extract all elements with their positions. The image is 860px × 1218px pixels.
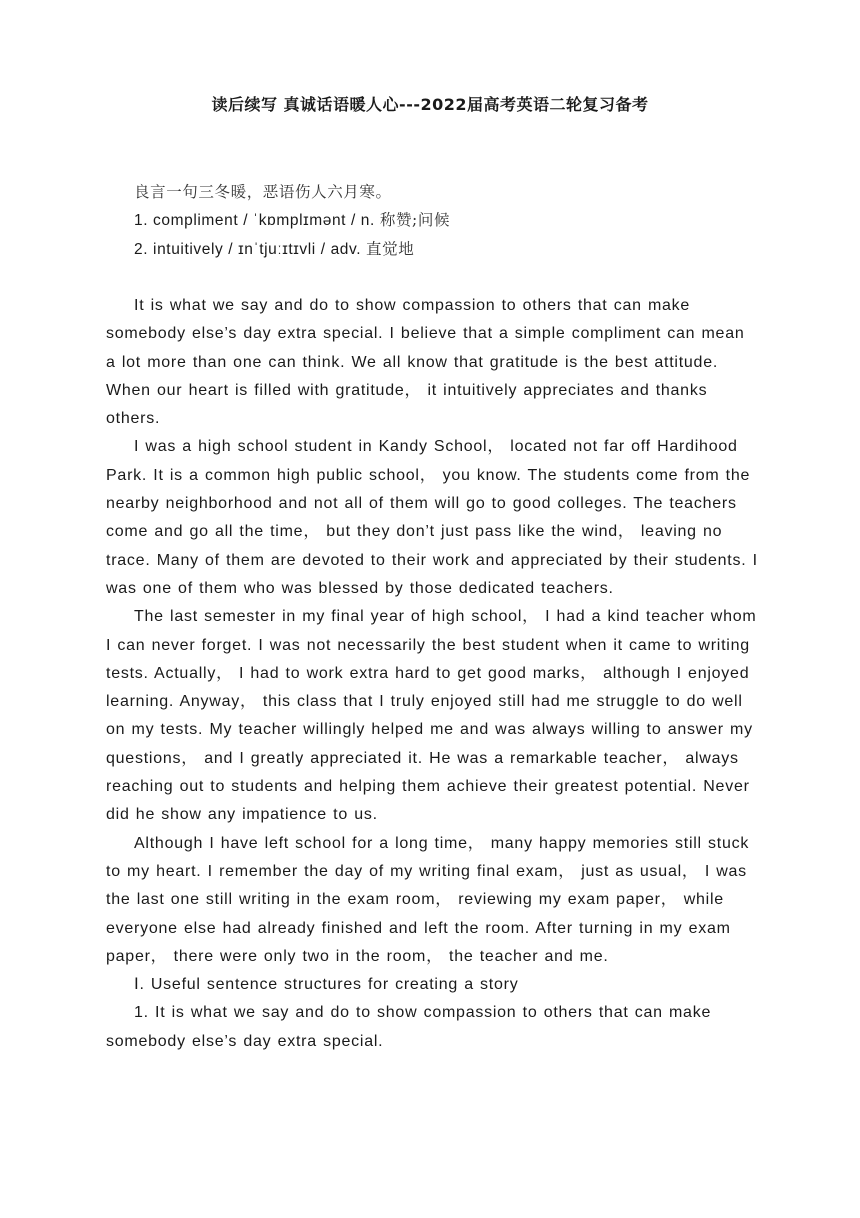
vocab-item (106, 235, 766, 264)
paragraph: The last semester in my final year of high school， I had a kind teacher whom I can never forget. I was not necessarily the best student when it came to writing tests. Actually， I had to work extra hard to get good marks， although I enjoyed learning. Anyway， this class that I truly enjoyed still had me struggle to do well on my tests. My teacher willingly helped me and was always willing to answer my questions， and I greatly appreciated it. He was a remarkable teacher， always reaching out to students and helping them achieve their greatest potential. Never did he show any impatience to us. (106, 608, 757, 824)
paragraph: It is what we say and do to show compassion to others that can make somebody else’s day extra special. I believe that a simple compliment can mean a lot more than one can think. We all know that gratitude is the best attitude. When our heart is filled with gratitude， it intuitively appreciates and thanks others. (106, 297, 745, 428)
vocabulary-section (106, 178, 766, 264)
paragraph: I was a high school student in Kandy School， located not far off Hardihood Park. It is a common high public school， you know. The students come from the nearby neighborhood and not all of them will go to good colleges. The teachers come and go all the time， but they don’t just pass like the wind， leaving no trace. Many of them are devoted to their work and appreciated by their students. I was one of them who was blessed by those dedicated teachers. (106, 438, 758, 597)
story-body (106, 292, 758, 1056)
section-heading: Ⅰ. Useful sentence structures for creating a story (134, 976, 519, 994)
vocab-item (106, 206, 766, 235)
vocab-term: 2. intuitively / ɪnˈtjuːɪtɪvli / adv. (134, 241, 362, 258)
paragraph: Although I have left school for a long time， many happy memories still stuck to my heart. I remember the day of my writing final exam， just as usual， I was the last one still writing in the exam room， reviewing my exam paper， while everyone else had already finished and left the room. After turning in my exam paper， there were only two in the room， the teacher and me. (106, 834, 750, 965)
proverb-line: 良言一句三冬暖，恶语伤人六月寒。 (134, 183, 392, 201)
vocab-term: 1. compliment / ˈkɒmplɪmənt / n. (134, 212, 375, 229)
document-title: 读后续写 真诚话语暖人心---2022届高考英语二轮复习备考 (211, 95, 649, 114)
vocab-meaning: 称赞;问候 (379, 211, 451, 229)
paragraph: 1. It is what we say and do to show compassion to others that can make somebody else’s day extra special. (106, 1004, 712, 1050)
vocab-meaning: 直觉地 (366, 240, 415, 258)
